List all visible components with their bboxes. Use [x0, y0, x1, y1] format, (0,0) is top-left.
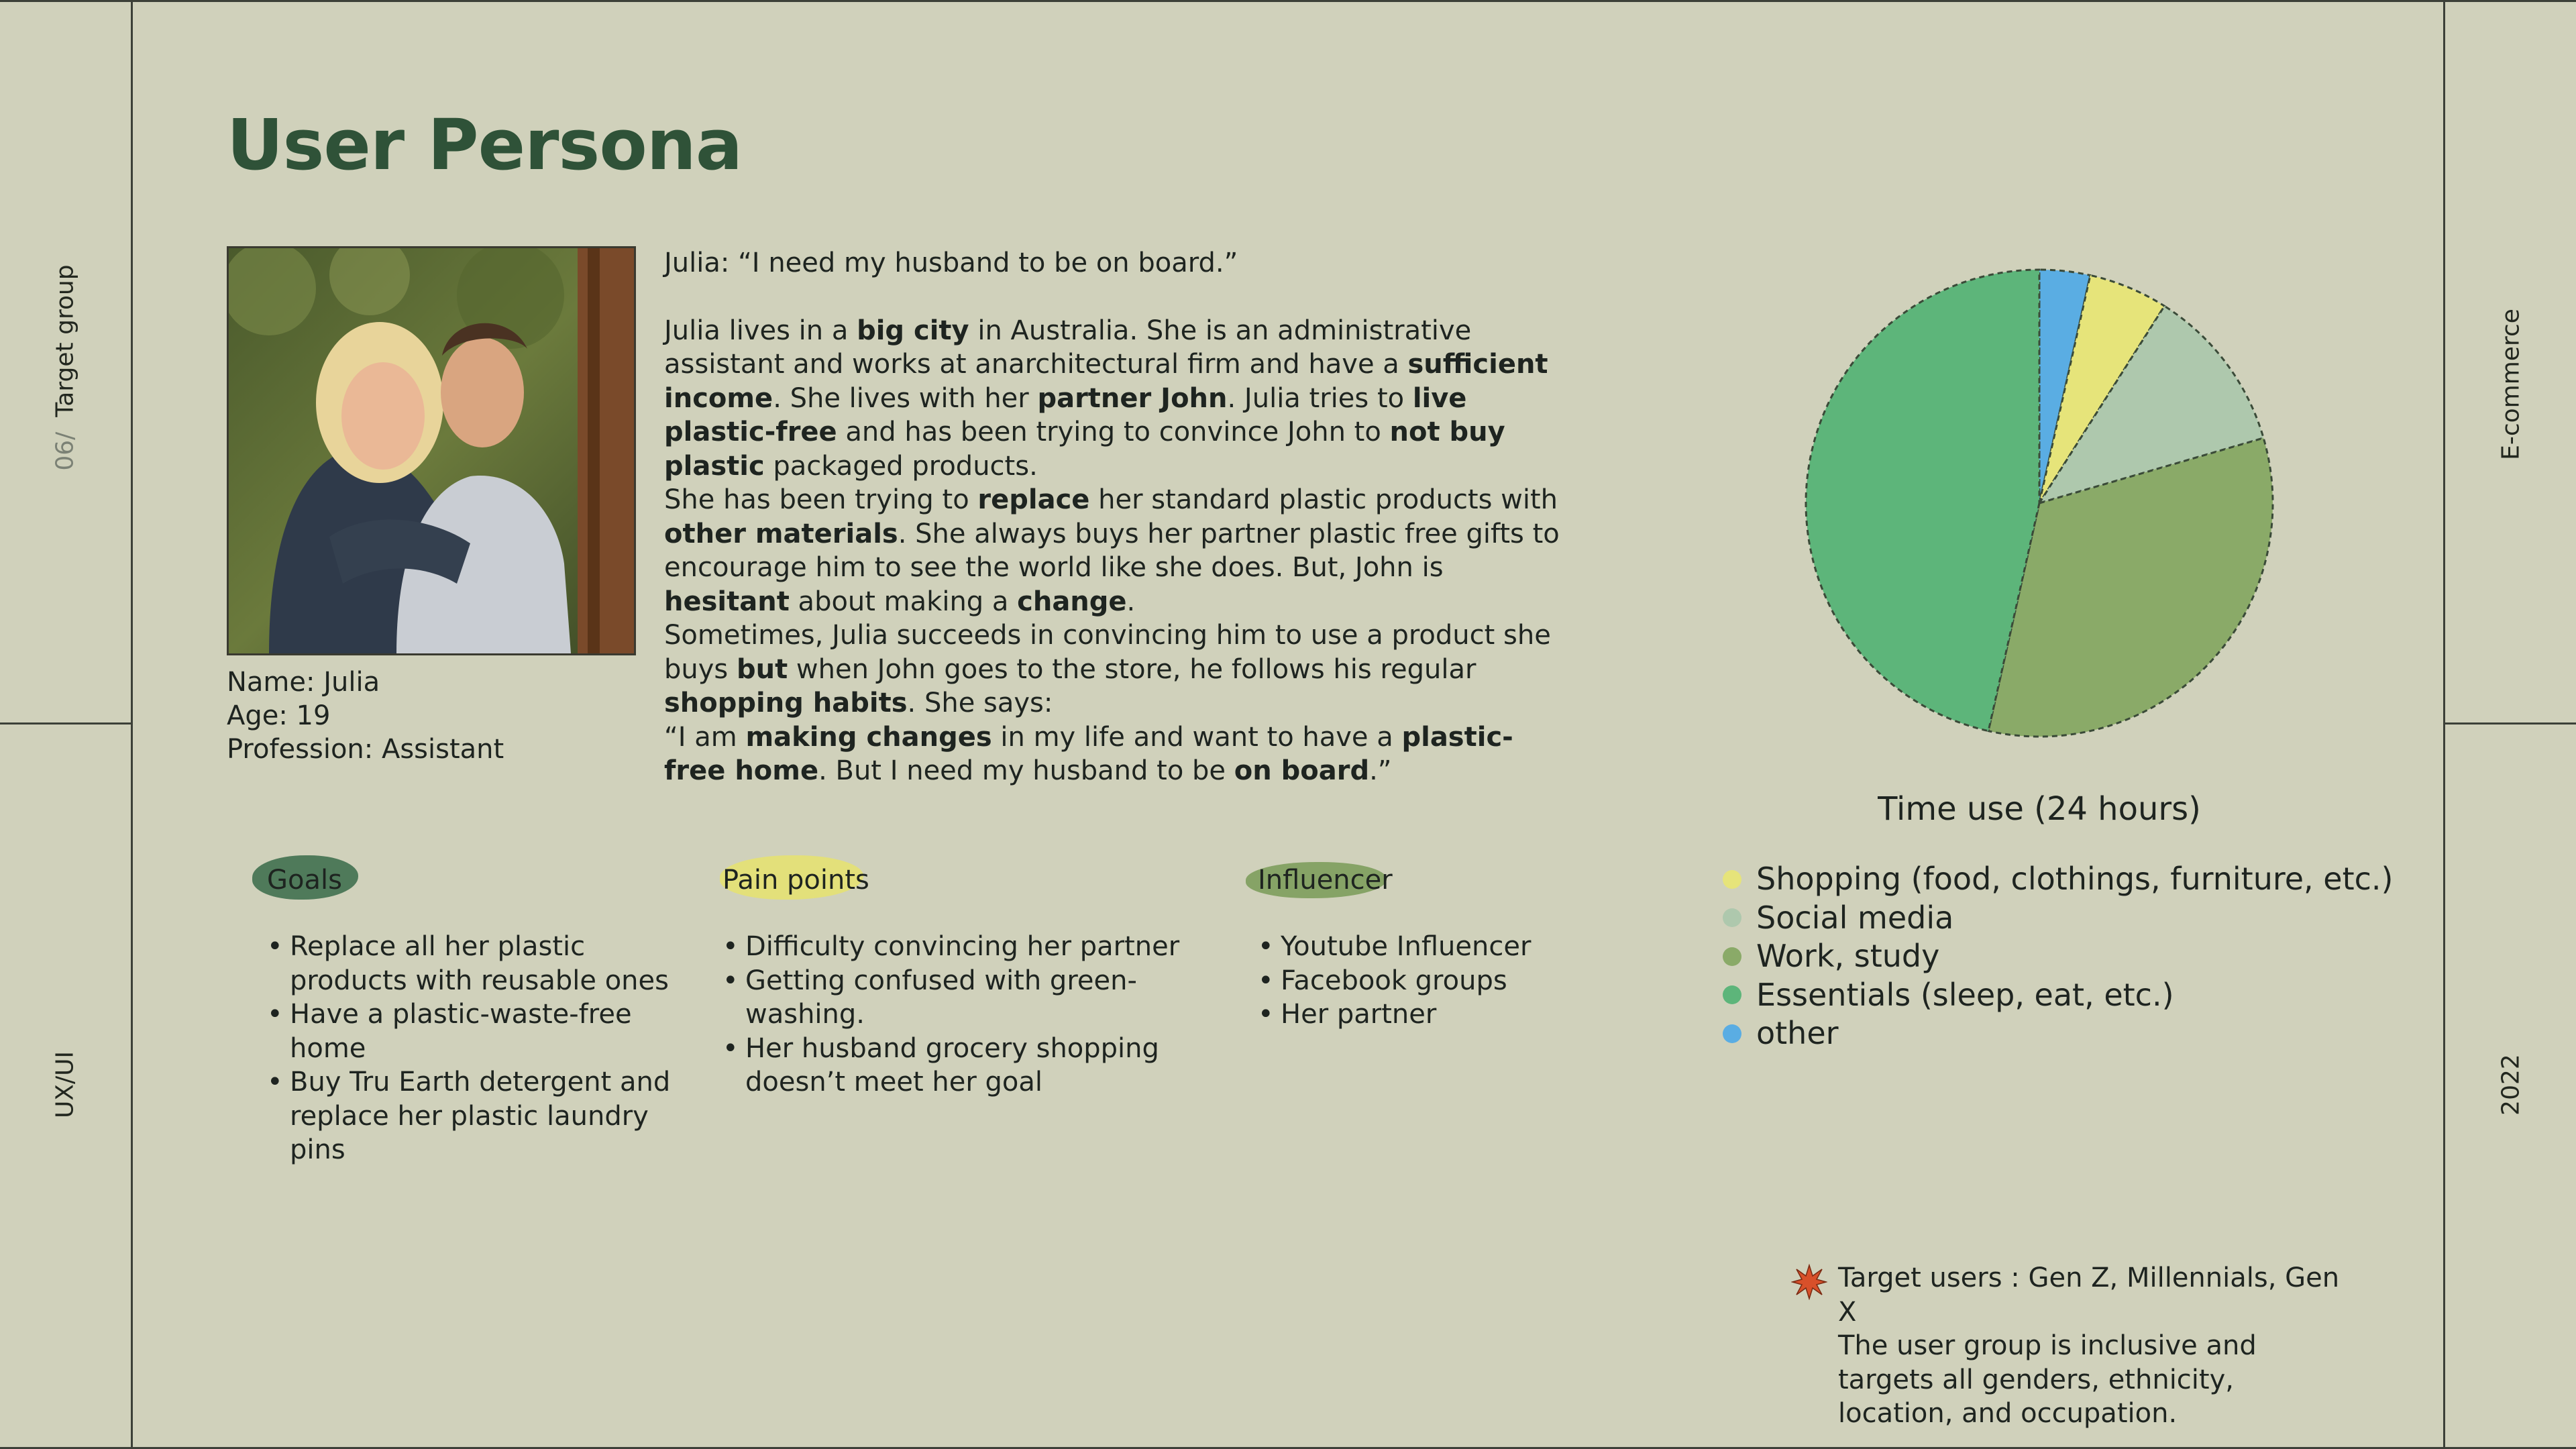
story-text: . She always buys her partner plastic free gifts to encourage him to see the world like she does. But, John is [664, 518, 1560, 583]
rail-year-label: 2022 [2497, 1054, 2525, 1116]
persona-story [664, 246, 1563, 788]
story-text: and has been trying to convince John to [837, 417, 1390, 447]
right-rail-divider [2445, 722, 2576, 724]
story-emphasis: replace [977, 484, 1090, 515]
story-text: in Australia. She is an administrative assistant and works at anarchitectural firm and have a [664, 315, 1472, 380]
story-text: about making a [789, 586, 1018, 617]
pain-points-heading: Pain points [722, 865, 869, 896]
page-title: User Persona [227, 104, 742, 186]
story-emphasis: hesitant [664, 586, 790, 617]
persona-photo [227, 246, 636, 655]
influencer-list [1258, 930, 1660, 1032]
list-item: • Have a plastic-waste-free home [267, 998, 696, 1065]
story-text: Julia lives in a [664, 315, 857, 346]
left-rail [0, 0, 133, 1449]
story-emphasis: partner John [1037, 382, 1228, 414]
list-item: • Buy Tru Earth detergent and replace her plastic laundry pins [267, 1065, 696, 1167]
legend-item [1723, 860, 2394, 899]
target-users-note [1791, 1261, 2341, 1431]
pie-svg [1798, 262, 2281, 745]
persona-name: Name: Julia [227, 667, 380, 698]
story-text: when John goes to the store, he follows his regular [788, 653, 1477, 685]
rail-ecommerce-label: E-commerce [2497, 309, 2525, 460]
story-text: . But I need my husband to be [818, 755, 1234, 786]
story-paragraph-1 [664, 314, 1563, 484]
persona-quote: Julia: “I need my husband to be on board.” [664, 248, 1238, 278]
story-text: packaged products. [764, 450, 1038, 482]
story-paragraph-4 [664, 720, 1563, 788]
target-users-line: Target users : Gen Z, Millennials, Gen X [1838, 1263, 2340, 1328]
story-emphasis: making changes [745, 721, 992, 753]
list-item: • Getting confused with green- washing. [722, 964, 1246, 1032]
list-item: • Facebook groups [1258, 964, 1660, 998]
story-emphasis: live plastic-free [664, 382, 1467, 447]
left-rail-divider [0, 722, 131, 724]
story-text: . Julia tries to [1227, 382, 1413, 414]
story-text: Sometimes, Julia succeeds in convincing him to use a product she buys [664, 620, 1551, 685]
legend-item [1723, 1014, 2394, 1053]
legend-item [1723, 976, 2394, 1015]
story-text: . She lives with her [773, 382, 1038, 414]
story-emphasis: plastic-free home [664, 721, 1513, 786]
legend-label: Shopping (food, clothings, furniture, etc.) [1756, 861, 2394, 897]
story-text: her standard plastic products with [1089, 484, 1558, 515]
legend-swatch [1723, 1024, 1741, 1043]
influencer-heading: Influencer [1258, 865, 1393, 896]
goals-list [267, 930, 696, 1167]
list-item: • Her husband grocery shopping doesn’t meet her goal [722, 1032, 1246, 1099]
legend-label: Social media [1756, 899, 1954, 936]
right-rail [2443, 0, 2576, 1449]
legend-item [1723, 937, 2394, 976]
pie-chart-title: Time use (24 hours) [1878, 790, 2201, 828]
story-emphasis: but [736, 653, 788, 685]
story-paragraph-2 [664, 483, 1563, 619]
pain-points-list [722, 930, 1246, 1099]
rail-section-label [52, 264, 79, 470]
legend-label: Essentials (sleep, eat, etc.) [1756, 976, 2174, 1013]
story-text: “I am [664, 721, 746, 753]
time-use-pie-chart [1798, 262, 2281, 745]
target-users-description: The user group is inclusive and targets all genders, ethnicity, location, and occupation. [1838, 1330, 2257, 1429]
story-emphasis: sufficient income [664, 349, 1548, 414]
rail-uxui-label: UX/UI [51, 1051, 79, 1119]
story-emphasis: shopping habits [664, 688, 908, 718]
story-text: She has been trying to [664, 484, 978, 515]
rail-page-number: 06/ [51, 431, 79, 471]
list-item: • Replace all her plastic products with reusable ones [267, 930, 696, 998]
story-text: . [1126, 586, 1136, 617]
story-text: .” [1369, 755, 1392, 786]
rail-target-group: Target group [51, 264, 79, 417]
pie-slice [1806, 270, 2039, 731]
story-paragraph-3 [664, 619, 1563, 720]
list-item: • Youtube Influencer [1258, 930, 1660, 964]
legend-swatch [1723, 985, 1741, 1004]
persona-profile [227, 665, 504, 766]
legend-item [1723, 899, 2394, 938]
legend-swatch [1723, 947, 1741, 966]
persona-age: Age: 19 [227, 700, 331, 731]
legend-label: Work, study [1756, 938, 1940, 974]
star-burst-icon [1791, 1264, 1827, 1300]
story-emphasis: big city [857, 315, 969, 346]
list-item: • Difficulty convincing her partner [722, 930, 1246, 964]
story-emphasis: other materials [664, 518, 898, 549]
list-item: • Her partner [1258, 998, 1660, 1032]
persona-profession: Profession: Assistant [227, 734, 504, 765]
story-emphasis: change [1017, 586, 1127, 617]
story-text: . She says: [907, 688, 1053, 718]
goals-heading: Goals [267, 865, 342, 896]
story-emphasis: not buy plastic [664, 417, 1505, 482]
story-text: in my life and want to have a [991, 721, 1402, 753]
pie-chart-legend [1723, 860, 2394, 1053]
frame-top-border [0, 0, 2576, 2]
legend-swatch [1723, 870, 1741, 889]
legend-swatch [1723, 908, 1741, 927]
story-emphasis: on board [1234, 755, 1370, 786]
legend-label: other [1756, 1015, 1839, 1051]
